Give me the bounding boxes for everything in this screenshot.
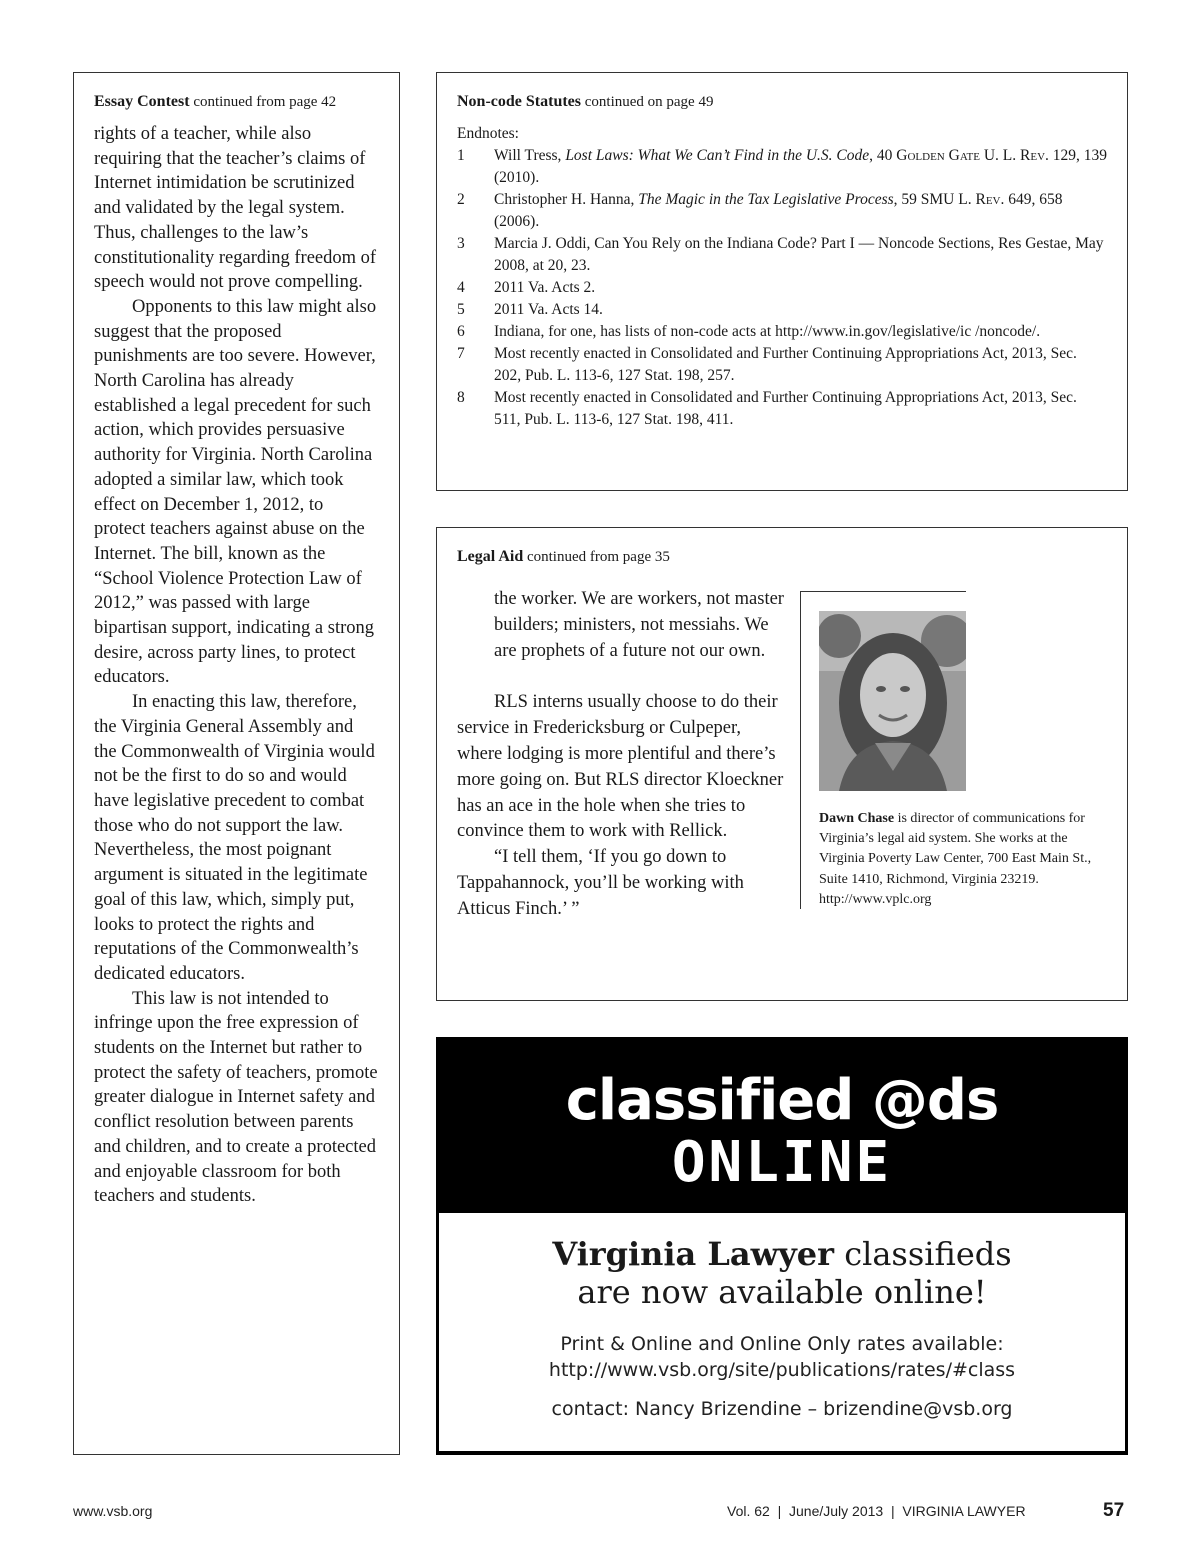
noncode-header xyxy=(457,93,1107,111)
endnote-text: 2011 Va. Acts 2. xyxy=(494,279,596,296)
ad-white-panel xyxy=(439,1213,1125,1451)
endnote-number: 1 xyxy=(457,147,465,164)
essay-contest-box xyxy=(73,72,400,1455)
endnote-number: 8 xyxy=(457,389,465,406)
ad-contact: contact: Nancy Brizendine – brizendine@vsb.org xyxy=(551,1398,1013,1420)
endnote-text: 2011 Va. Acts 14. xyxy=(494,301,603,318)
endnote-number: 6 xyxy=(457,323,465,340)
endnote-text: Most recently enacted in Consolidated and Further Continuing Appropriations Act, 2013, Sec. 202, Pub. L. 113-6, 127 Stat. 198, 257. xyxy=(494,345,1077,384)
essay-paragraph: In enacting this law, therefore, the Virginia General Assembly and the Commonwealth of Virginia would not be the first to do so and would have legislative precedent to combat those who do not support the law. Nevertheless, the most poignant argument is situated in the legitimate goal of this law, which, simply put, looks to protect the rights and reputations of the Commonwealth’s dedicated educators. xyxy=(94,692,375,984)
endnote-item xyxy=(457,387,1107,431)
essay-paragraph: Opponents to this law might also suggest that the proposed punishments are too severe. However, North Carolina has already established a legal precedent for such action, which provides persuasive authority for Virginia. North Carolina adopted a similar law, which took effect on December 1, 2012, to protect teachers against abuse on the Internet. The bill, known as the “School Violence Protection Law of 2012,” was passed with large bipartisan support, indicating a strong desire, across party lines, to protect educators. xyxy=(94,296,377,688)
endnote-number: 7 xyxy=(457,345,465,362)
page-number: 57 xyxy=(1103,1500,1125,1521)
endnote-item xyxy=(457,233,1107,277)
ad-black-panel xyxy=(436,1037,1128,1213)
author-name: Dawn Chase xyxy=(819,811,895,826)
endnote-text: Most recently enacted in Consolidated and Further Continuing Appropriations Act, 2013, Sec. 511, Pub. L. 113-6, 127 Stat. 198, 411. xyxy=(494,389,1077,428)
noncode-title: Non-code Statutes xyxy=(457,93,581,110)
endnote-text: Marcia J. Oddi, Can You Rely on the Indiana Code? Part I — Noncode Sections, Res Gestae, May 2008, at 20, 23. xyxy=(494,235,1104,274)
ad-subheadline: ONLINE xyxy=(671,1130,893,1195)
endnote-text: Christopher H. Hanna, The Magic in the Tax Legislative Process, 59 SMU L. Rev. 649, 658 (2006). xyxy=(494,191,1063,230)
essay-paragraph: rights of a teacher, while also requiring that the teacher’s claims of Internet intimidation be scrutinized and validated by the legal system. Thus, challenges to the law’s constitutionality regarding freedom of speech would not prove compelling. xyxy=(94,124,377,293)
legal-aid-box xyxy=(436,527,1128,1001)
footer-issue-info: Vol. 62 | June/July 2013 | VIRGINIA LAWYER xyxy=(727,1503,1026,1519)
endnote-item xyxy=(457,299,1107,321)
classified-ads-banner xyxy=(436,1037,1128,1455)
ad-tagline: Virginia Lawyer classifieds xyxy=(552,1235,1012,1273)
legal-aid-body xyxy=(457,587,787,923)
ad-url-link[interactable]: http://www.vsb.org/site/publications/rates/#class xyxy=(548,1359,1016,1381)
author-bio xyxy=(819,809,1109,910)
endnotes-label: Endnotes: xyxy=(457,125,519,142)
legal-aid-continued-note: continued from page 35 xyxy=(526,549,670,565)
endnote-item xyxy=(457,343,1107,387)
ad-headline: classified @ds xyxy=(565,1068,999,1133)
author-bio-text: is director of communications for Virginia’s legal aid system. She works at the Virginia Poverty Law Center, 700 East Main St., Suite 1410, Richmond, Virginia 23219. http://www.vplc.org xyxy=(819,811,1092,907)
author-photo xyxy=(819,611,966,791)
author-sidebar xyxy=(800,591,1100,909)
essay-paragraph: This law is not intended to infringe upon the free expression of students on the Internet but rather to protect the safety of teachers, promote greater dialogue in Internet safety and conflict resolution between parents and children, and to create a protected and enjoyable classroom for both teachers and students. xyxy=(94,988,378,1207)
endnote-item xyxy=(457,321,1107,343)
ad-tagline-2: are now available online! xyxy=(577,1273,987,1311)
endnote-item xyxy=(457,189,1107,233)
author-photo-image xyxy=(819,611,966,791)
legal-aid-quote: the worker. We are workers, not master builders; ministers, not messiahs. We are prophets of a future not our own. xyxy=(494,589,784,661)
endnote-number: 4 xyxy=(457,279,465,296)
endnote-text: Will Tress, Lost Laws: What We Can’t Find in the U.S. Code, 40 Golden Gate U. L. Rev. 129, 139 (2010). xyxy=(494,147,1108,186)
essay-title: Essay Contest xyxy=(94,93,190,110)
endnote-item xyxy=(457,277,1107,299)
endnote-number: 3 xyxy=(457,235,465,252)
legal-aid-header xyxy=(457,548,1107,566)
essay-continued-note: continued from page 42 xyxy=(193,94,337,110)
endnote-item xyxy=(457,145,1107,189)
ad-rates-text: Print & Online and Online Only rates available: xyxy=(560,1333,1004,1355)
endnote-list xyxy=(457,145,1107,431)
footer-website[interactable]: www.vsb.org xyxy=(73,1503,153,1519)
noncode-continued-note: continued on page 49 xyxy=(584,94,714,110)
noncode-statutes-box xyxy=(436,72,1128,491)
legal-aid-paragraph: RLS interns usually choose to do their service in Fredericksburg or Culpeper, where lodging is more plentiful and there’s more going on. But RLS director Kloeckner has an ace in the hole when she tries to convince them to work with Rellick. xyxy=(457,692,784,842)
essay-header xyxy=(94,93,379,111)
endnote-number: 5 xyxy=(457,301,465,318)
legal-aid-title: Legal Aid xyxy=(457,548,524,565)
legal-aid-paragraph: “I tell them, ‘If you go down to Tappahannock, you’ll be working with Atticus Finch.’ ” xyxy=(457,847,744,919)
endnote-text: Indiana, for one, has lists of non-code acts at http://www.in.gov/legislative/ic /noncode/. xyxy=(494,323,1041,340)
sidebar-rule xyxy=(801,591,966,592)
essay-body xyxy=(94,122,379,1209)
endnote-number: 2 xyxy=(457,191,465,208)
